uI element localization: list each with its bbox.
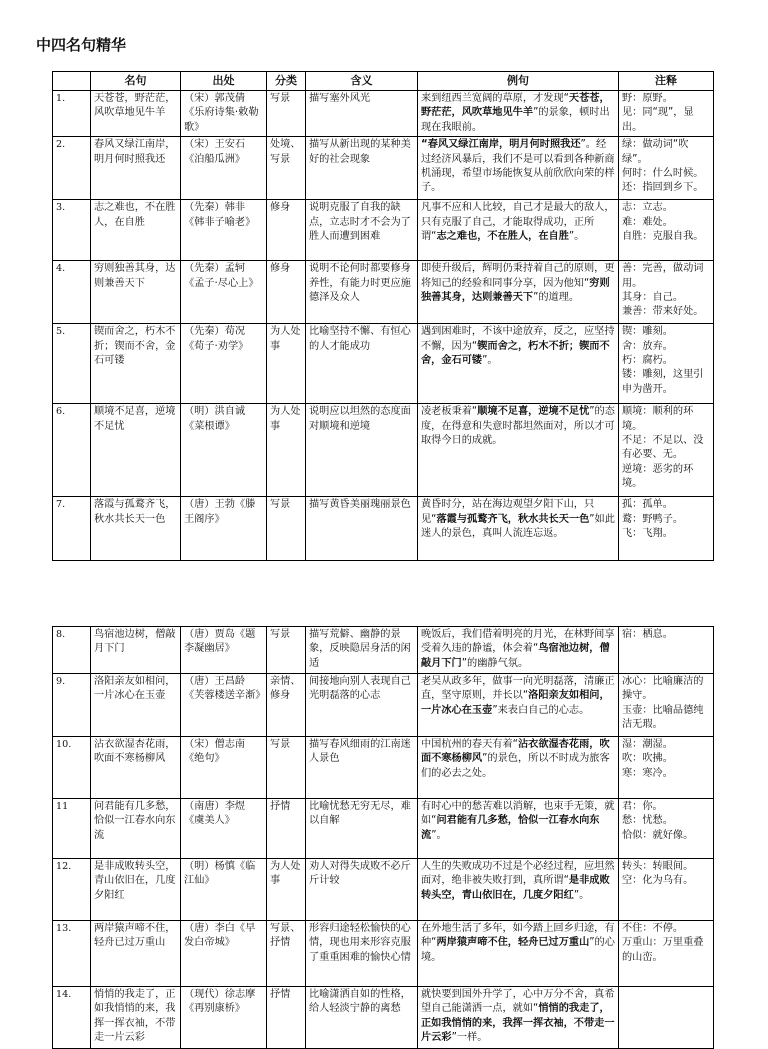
- source-cell: （明）洪自诚《菜根谭》: [181, 404, 267, 497]
- note-line: 志：立志。: [622, 202, 673, 214]
- note-line: 孤：孤单。: [622, 499, 673, 511]
- source-cell: （明）杨慎《临江仙》: [181, 859, 267, 921]
- note-line: 锲：雕刻。: [622, 326, 673, 338]
- meaning-cell: 描写塞外风光: [306, 91, 418, 137]
- quote-highlight: 穷则独善其身，达则兼善天下: [421, 277, 610, 304]
- example-cell: [418, 737, 619, 799]
- table-row: [53, 627, 714, 674]
- header-number: [53, 72, 91, 91]
- quote-highlight: 志之难也，不在胜人，在自胜: [436, 231, 569, 243]
- quote-cell: 沾衣欲湿杏花雨，吹面不寒杨柳风: [91, 737, 181, 799]
- example-text: ”如此迷人的景色，真叫人流连忘返。: [421, 513, 615, 540]
- row-number: 3.: [53, 200, 91, 261]
- example-text: 在外地生活了多年，如今踏上回乡归途，有种“: [421, 923, 615, 949]
- quote-highlight: 是非成败转头空，青山依旧在，几度夕阳红: [421, 875, 610, 901]
- page-title: 中四名句精华: [36, 36, 127, 54]
- row-number: 2.: [53, 137, 91, 200]
- quotes-table-part-1: [52, 71, 714, 561]
- example-text: 来到纽西兰宽阔的草原，才发现“: [421, 93, 569, 104]
- row-number: 8.: [53, 627, 91, 674]
- row-number: 10.: [53, 737, 91, 799]
- row-number: 12.: [53, 859, 91, 921]
- meaning-cell: 形容归途轻松愉快的心情，现也用来形容克服了重重困难的愉快心情: [306, 921, 418, 987]
- notes-cell: [619, 200, 714, 261]
- source-cell: （宋）王安石《泊船瓜洲》: [181, 137, 267, 200]
- note-line: 难：难处。: [622, 216, 673, 228]
- note-line: 不住：不停。: [622, 923, 684, 934]
- note-line: 绿：做动词“吹绿”。: [622, 139, 689, 165]
- example-text: ”的景色，所以不时成为旅客们的必去之处。: [421, 753, 610, 779]
- quote-cell: 顺境不足喜，逆境不足忧: [91, 404, 181, 497]
- row-number: 5.: [53, 324, 91, 404]
- quotes-table-part-2: [52, 626, 714, 1049]
- note-line: 自胜：克服自我。: [622, 231, 704, 243]
- note-line: 吹：吹拂。: [622, 753, 673, 765]
- meaning-cell: 描写荒僻、幽静的景象，反映隐居身活的闲适: [306, 627, 418, 674]
- note-line: 飞：飞翔。: [622, 528, 673, 540]
- meaning-cell: 描写春风细雨的江南迷人景色: [306, 737, 418, 799]
- example-cell: [418, 921, 619, 987]
- example-text: ”。: [431, 829, 447, 841]
- source-cell: （唐）王勃《滕王阁序》: [181, 497, 267, 561]
- note-line: 还：指回到乡下。: [622, 182, 704, 194]
- category-cell: 亲情、修身: [267, 674, 306, 737]
- example-cell: [418, 200, 619, 261]
- quote-highlight: 问君能有几多愁，恰似一江春水向东流: [421, 815, 600, 841]
- notes-cell: [619, 987, 714, 1049]
- category-cell: 抒情: [267, 799, 306, 859]
- row-number: 9.: [53, 674, 91, 737]
- example-text: 中国杭州的春天有着“: [421, 739, 518, 750]
- example-text: ”的心境。: [421, 937, 615, 963]
- example-text: ”来表白自己的心志。: [492, 704, 590, 716]
- quote-highlight: 两岸猿声啼不住，轻舟已过万重山: [436, 937, 590, 949]
- notes-cell: [619, 921, 714, 987]
- category-cell: 修身: [267, 200, 306, 261]
- meaning-cell: 比喻潇洒自如的性格，给人轻淡宁静的离愁: [306, 987, 418, 1049]
- example-cell: [418, 987, 619, 1049]
- note-line: 顺境：顺利的环境。: [622, 406, 694, 432]
- category-cell: 写景: [267, 91, 306, 137]
- note-line: 君：你。: [622, 801, 663, 812]
- note-line: 不足：不足以、没有必要、无。: [622, 435, 704, 461]
- table-row: [53, 921, 714, 987]
- quote-cell: 问君能有几多愁，恰似一江春水向东流: [91, 799, 181, 859]
- example-cell: [418, 324, 619, 404]
- table-row: [53, 261, 714, 324]
- quote-highlight: 沾衣欲湿杏花雨，吹面不寒杨柳风: [421, 739, 610, 765]
- table-row: [53, 859, 714, 921]
- header-meaning: 含义: [306, 72, 418, 91]
- example-cell: [418, 627, 619, 674]
- notes-cell: [619, 737, 714, 799]
- note-line: 见：同“现”，显出。: [622, 107, 694, 133]
- source-cell: （先秦）韩非《韩非子喻老》: [181, 200, 267, 261]
- category-cell: 为人处事: [267, 324, 306, 404]
- example-text: 黄昏时分，站在海边观望夕阳下山，只见“: [421, 499, 595, 525]
- example-text: 凡事不应和人比较，自己才是最大的敌人，只有克服了自己，才能取得成功，正所谓“: [421, 202, 615, 243]
- row-number: 14.: [53, 987, 91, 1049]
- table-row: [53, 324, 714, 404]
- quote-highlight: 洛阳亲友如相问，一片冰心在玉壶: [421, 690, 610, 716]
- quote-cell: 穷则独善其身，达则兼善天下: [91, 261, 181, 324]
- table-row: [53, 987, 714, 1049]
- table-row: [53, 91, 714, 137]
- notes-cell: [619, 799, 714, 859]
- quote-cell: 是非成败转头空，青山依旧在，几度夕阳红: [91, 859, 181, 921]
- meaning-cell: 劝人对得失成败不必斤斤计较: [306, 859, 418, 921]
- category-cell: 写景: [267, 737, 306, 799]
- source-cell: （现代）徐志摩《再别康桥》: [181, 987, 267, 1049]
- example-text: ”。: [568, 231, 585, 243]
- note-line: 野：原野。: [622, 93, 673, 104]
- table-row: [53, 674, 714, 737]
- meaning-cell: 描写黄昏美丽瑰丽景色: [306, 497, 418, 561]
- notes-cell: [619, 324, 714, 404]
- header-quote: 名句: [91, 72, 181, 91]
- category-cell: 为人处事: [267, 404, 306, 497]
- quote-highlight: 悄悄的我走了，正如我悄悄的来，我挥一挥衣袖，不带走一片云彩: [421, 1003, 615, 1044]
- meaning-cell: 描写从新出现的某种美好的社会现象: [306, 137, 418, 200]
- table-row: [53, 799, 714, 859]
- category-cell: 修身: [267, 261, 306, 324]
- note-line: 恰似：就好像。: [622, 829, 694, 841]
- note-line: 空：化为乌有。: [622, 875, 694, 887]
- row-number: 7.: [53, 497, 91, 561]
- example-cell: [418, 261, 619, 324]
- quote-cell: 洛阳亲友如相问，一片冰心在玉壶: [91, 674, 181, 737]
- quote-highlight: “春风又绿江南岸，明月何时照我还: [421, 139, 581, 151]
- category-cell: 处境、写景: [267, 137, 306, 200]
- notes-cell: [619, 497, 714, 561]
- quote-cell: 悄悄的我走了，正如我悄悄的来，我挥一挥衣袖，不带走一片云彩: [91, 987, 181, 1049]
- meaning-cell: 比喻坚持不懈、有恒心的人才能成功: [306, 324, 418, 404]
- example-text: 老吴从政多年，做事一向光明磊落，清廉正直，坚守原则，并长以“: [421, 676, 615, 702]
- note-line: 其身：自己。: [622, 292, 684, 304]
- quote-highlight: 鸟宿池边树，僧敲月下门: [421, 643, 610, 669]
- note-line: 舍：放弃。: [622, 340, 673, 352]
- meaning-cell: 比喻忧愁无穷无尽，难以自解: [306, 799, 418, 859]
- quote-highlight: 锲而舍之，朽木不折；锲而不舍，金石可镂: [421, 340, 610, 367]
- example-text: ”。: [482, 355, 498, 367]
- example-cell: [418, 674, 619, 737]
- note-line: 鹜：野鸭子。: [622, 513, 684, 525]
- table-row: [53, 497, 714, 561]
- quote-highlight: 顺境不足喜，逆境不足忧: [477, 406, 590, 418]
- note-line: 湿：潮湿。: [622, 739, 673, 750]
- example-cell: [418, 799, 619, 859]
- notes-cell: [619, 261, 714, 324]
- note-line: 寒：寒冷。: [622, 767, 673, 779]
- notes-cell: [619, 674, 714, 737]
- example-text: 遇到困难时，不该中途放弃，反之，应坚持不懈，因为“: [421, 326, 615, 352]
- note-line: 冰心：比喻廉洁的操守。: [622, 676, 704, 702]
- example-cell: [418, 497, 619, 561]
- row-number: 1.: [53, 91, 91, 137]
- header-category: 分类: [267, 72, 306, 91]
- header-example: 例句: [418, 72, 619, 91]
- table-row: [53, 404, 714, 497]
- meaning-cell: 说明不论何时都要修身养性，有能力时更应施德泽及众人: [306, 261, 418, 324]
- meaning-cell: 说明应以坦然的态度面对顺境和逆境: [306, 404, 418, 497]
- quote-cell: 志之难也，不在胜人，在自胜: [91, 200, 181, 261]
- quote-cell: 锲而舍之，朽木不折；锲而不舍，金石可镂: [91, 324, 181, 404]
- category-cell: 抒情: [267, 987, 306, 1049]
- source-cell: （先秦）荀况《荀子·劝学》: [181, 324, 267, 404]
- quote-highlight: 落霞与孤鹜齐飞，秋水共长天一色: [436, 513, 590, 525]
- quote-cell: 两岸猿声啼不住，轻舟已过万重山: [91, 921, 181, 987]
- notes-cell: [619, 404, 714, 497]
- source-cell: （宋）郭茂倩《乐府诗集·敕勒歌》: [181, 91, 267, 137]
- note-line: 朽：腐朽。: [622, 355, 673, 367]
- example-text: 凌老板秉着“: [421, 406, 478, 418]
- row-number: 13.: [53, 921, 91, 987]
- note-line: 万重山：万里重叠的山峦。: [622, 937, 704, 963]
- example-text: 人生的失败成功不过是个必经过程，应坦然面对，绝非被失败打到，真所谓“: [421, 861, 615, 887]
- note-line: 愁：忧愁。: [622, 815, 673, 827]
- source-cell: （唐）王昌龄《芙蓉楼送辛渐》: [181, 674, 267, 737]
- note-line: 转头：转眼间。: [622, 861, 694, 872]
- example-text: ”。经过经济风暴后，我们不是可以看到各种新商机涌现，希望市场能恢复从前欣欣向荣的样子。: [421, 139, 615, 194]
- note-line: 镂：雕刻，这里引申为凿开。: [622, 369, 704, 395]
- example-text: ”的幽静气氛。: [461, 657, 529, 669]
- category-cell: 写景: [267, 627, 306, 674]
- example-text: ”的态度，在得意和失意时都坦然面对，所以才可取得今日的成就。: [421, 406, 615, 447]
- quote-cell: 天苍苍，野茫茫，风吹草地见牛羊: [91, 91, 181, 137]
- quote-cell: 落霞与孤鹜齐飞，秋水共长天一色: [91, 497, 181, 561]
- source-cell: （唐）贾岛《题李凝幽居》: [181, 627, 267, 674]
- example-text: 晚饭后，我们借着明亮的月光，在林野间享受着久违的静谧，体会着“: [421, 629, 615, 655]
- row-number: 11: [53, 799, 91, 859]
- example-cell: [418, 137, 619, 200]
- notes-cell: [619, 91, 714, 137]
- example-text: 就快要到国外升学了，心中万分不舍，真希望自己能潇洒一点，就如“: [421, 989, 615, 1015]
- notes-cell: [619, 859, 714, 921]
- example-text: ”的道理。: [533, 292, 580, 304]
- row-number: 6.: [53, 404, 91, 497]
- header-notes: 注释: [619, 72, 714, 91]
- note-line: 何时：什么时候。: [622, 168, 704, 180]
- notes-cell: [619, 137, 714, 200]
- example-cell: [418, 859, 619, 921]
- quote-cell: 春风又绿江南岸，明月何时照我还: [91, 137, 181, 200]
- example-cell: [418, 404, 619, 497]
- example-cell: [418, 91, 619, 137]
- table-header-row: [53, 72, 714, 91]
- example-text: 即使升级后，辉明仍秉持着自己的原则，更将知己的经验和同事分享，因为他知“: [421, 263, 615, 289]
- category-cell: 写景: [267, 497, 306, 561]
- source-cell: （唐）李白《早发白帝城》: [181, 921, 267, 987]
- meaning-cell: 间接地向别人表现自己光明磊落的心志: [306, 674, 418, 737]
- category-cell: 为人处事: [267, 859, 306, 921]
- note-line: 逆境：恶劣的环境。: [622, 463, 694, 490]
- notes-cell: [619, 627, 714, 674]
- row-number: 4.: [53, 261, 91, 324]
- table-row: [53, 200, 714, 261]
- table-row: [53, 737, 714, 799]
- example-text: ”一样。: [451, 1032, 488, 1044]
- example-text: ”的景象，顿时出现在我眼前。: [421, 107, 610, 133]
- note-line: 善：完善，做动词用。: [622, 263, 704, 289]
- example-text: ”。: [573, 889, 590, 901]
- header-source: 出处: [181, 72, 267, 91]
- source-cell: （宋）僧志南《绝句》: [181, 737, 267, 799]
- source-cell: （先秦）孟轲《孟子·尽心上》: [181, 261, 267, 324]
- note-line: 玉壶：比喻品德纯洁无瑕。: [622, 704, 704, 731]
- quote-highlight: 天苍苍，野茫茫，风吹草地见牛羊: [421, 93, 610, 119]
- note-line: 兼善：带来好处。: [622, 306, 704, 318]
- category-cell: 写景、抒情: [267, 921, 306, 987]
- quote-cell: 鸟宿池边树，僧敲月下门: [91, 627, 181, 674]
- source-cell: （南唐）李煜《虞美人》: [181, 799, 267, 859]
- meaning-cell: 说明克服了自我的缺点，立志时才不会为了胜人而遭到困难: [306, 200, 418, 261]
- example-text: 有时心中的愁苦难以消解，也束手无策，就如“: [421, 801, 615, 827]
- table-row: [53, 137, 714, 200]
- note-line: 宿：栖息。: [622, 629, 673, 640]
